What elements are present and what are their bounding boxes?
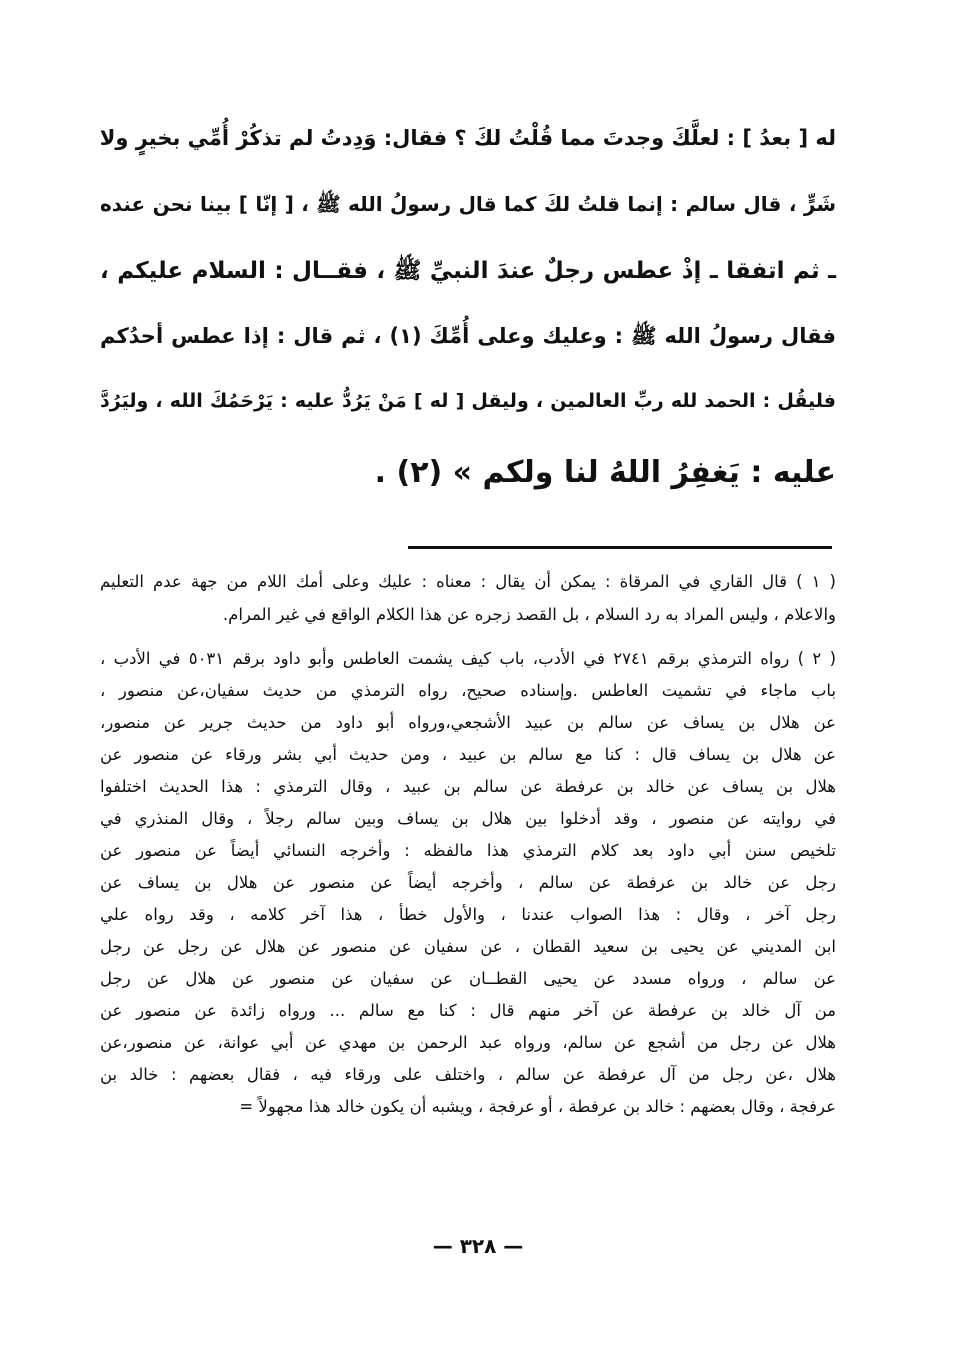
main-text-line: فليقُل : الحمد لله ربِّ العالمين ، وليقل [ له ] مَنْ يَرُدُّ عليه : يَرْحَمُكَ الله ، وليَرُدَّ [100, 390, 836, 412]
footnote-line: عن هلال بن يساف عن سالم بن عبيد الأشجعي،ورواه أبو داود من حديث جرير عن منصور، [100, 713, 836, 732]
footnote-line: عن سالم ، ورواه مسدد عن يحيى القطــان عن سفيان عن منصور عن هلال عن رجل [100, 969, 836, 988]
footnote-line: ابن المديني عن يحيى بن سعيد القطان ، عن سفيان عن منصور عن هلال عن رجل عن رجل [100, 937, 836, 956]
footnote-separator [408, 546, 832, 549]
footnote-line: عرفجة ، وقال بعضهم : خالد بن عرفطة ، أو عرفجة ، ويشبه أن يكون خالد هذا مجهولاً = [239, 1097, 836, 1116]
footnote-line: عن هلال بن يساف قال : كنا مع سالم بن عبيد ، ومن حديث أبي بشر ورقاء عن منصور عن [100, 745, 836, 764]
footnote-line: من آل خالد بن عرفطة عن آخر منهم قال : كنا مع سالم ... ورواه زائدة عن منصور عن [100, 1001, 836, 1020]
footnote-line: والاعلام ، وليس المراد به رد السلام ، بل القصد زجره عن هذا الكلام الواقع في غير المرام. [222, 605, 836, 624]
page-number: — ٣٢٨ — [432, 1234, 524, 1258]
main-text-line: له [ بعدُ ] : لعلَّكَ وجدتَ مما قُلْتُ لكَ ؟ فقال: وَدِدتُ لم تذكُرْ أُمِّي بخيرٍ ولا [99, 126, 836, 150]
footnote-line: هلال بن يساف عن خالد بن عرفطة عن سالم بن عبيد ، وقال الترمذي : هذا الحديث اختلفوا [100, 777, 836, 796]
main-text-line: فقال رسولُ الله ﷺ : وعليك وعلى أُمِّكَ (١) ، ثم قال : إذا عطس أحدُكم [100, 324, 836, 348]
main-text-line: شَرٍّ ، قال سالم : إنما قلتُ لكَ كما قال رسولُ الله ﷺ ، [ إنّا ] بينا نحن عنده [100, 192, 836, 216]
footnote-line: هلال عن رجل من أشجع عن سالم، ورواه عبد الرحمن بن مهدي عن أبي عوانة، عن منصور،عن [100, 1033, 836, 1052]
footnote-line: باب ماجاء في تشميت العاطس .وإسناده صحيح، رواه الترمذي من حديث سفيان،عن منصور ، [100, 681, 836, 700]
main-text-line: عليه : يَغفِرُ اللهُ لنا ولكم » (٢) . [374, 455, 836, 490]
footnote-line: رجل عن خالد بن عرفطة عن سالم ، وأخرجه أيضاً عن منصور عن هلال بن يساف عن [100, 873, 836, 892]
footnote-line: تلخيص سنن أبي داود بعد كلام الترمذي هذا مالفظه : وأخرجه النسائي أيضاً عن منصور عن [100, 841, 836, 860]
footnote-line: ( ٢ ) رواه الترمذي برقم ٢٧٤١ في الأدب، باب كيف يشمت العاطس وأبو داود برقم ٥٠٣١ في الأدب ، [100, 649, 837, 668]
footnote-line: ( ١ ) قال القاري في المرقاة : يمكن أن يقال : معناه : عليك وعلى أمك اللام من جهة عدم التعليم [100, 572, 836, 591]
main-text-line: ـ ثم اتفقا ـ إذْ عطس رجلٌ عندَ النبيِّ ﷺ ، فقــال : السلام عليكم ، [100, 258, 836, 284]
footnote-line: رجل آخر ، وقال : هذا الصواب عندنا ، والأول خطأ ، هذا آخر كلامه ، وقد رواه علي [100, 905, 836, 924]
footnote-line: هلال ،عن رجل من آل عرفطة عن سالم ، واختلف على ورقاء فيه ، فقال بعضهم : خالد بن [100, 1065, 836, 1084]
footnote-line: في روايته عن منصور ، وقد أدخلوا بين هلال بن يساف وبين سالم رجلاً ، وقال المنذري في [100, 809, 836, 828]
